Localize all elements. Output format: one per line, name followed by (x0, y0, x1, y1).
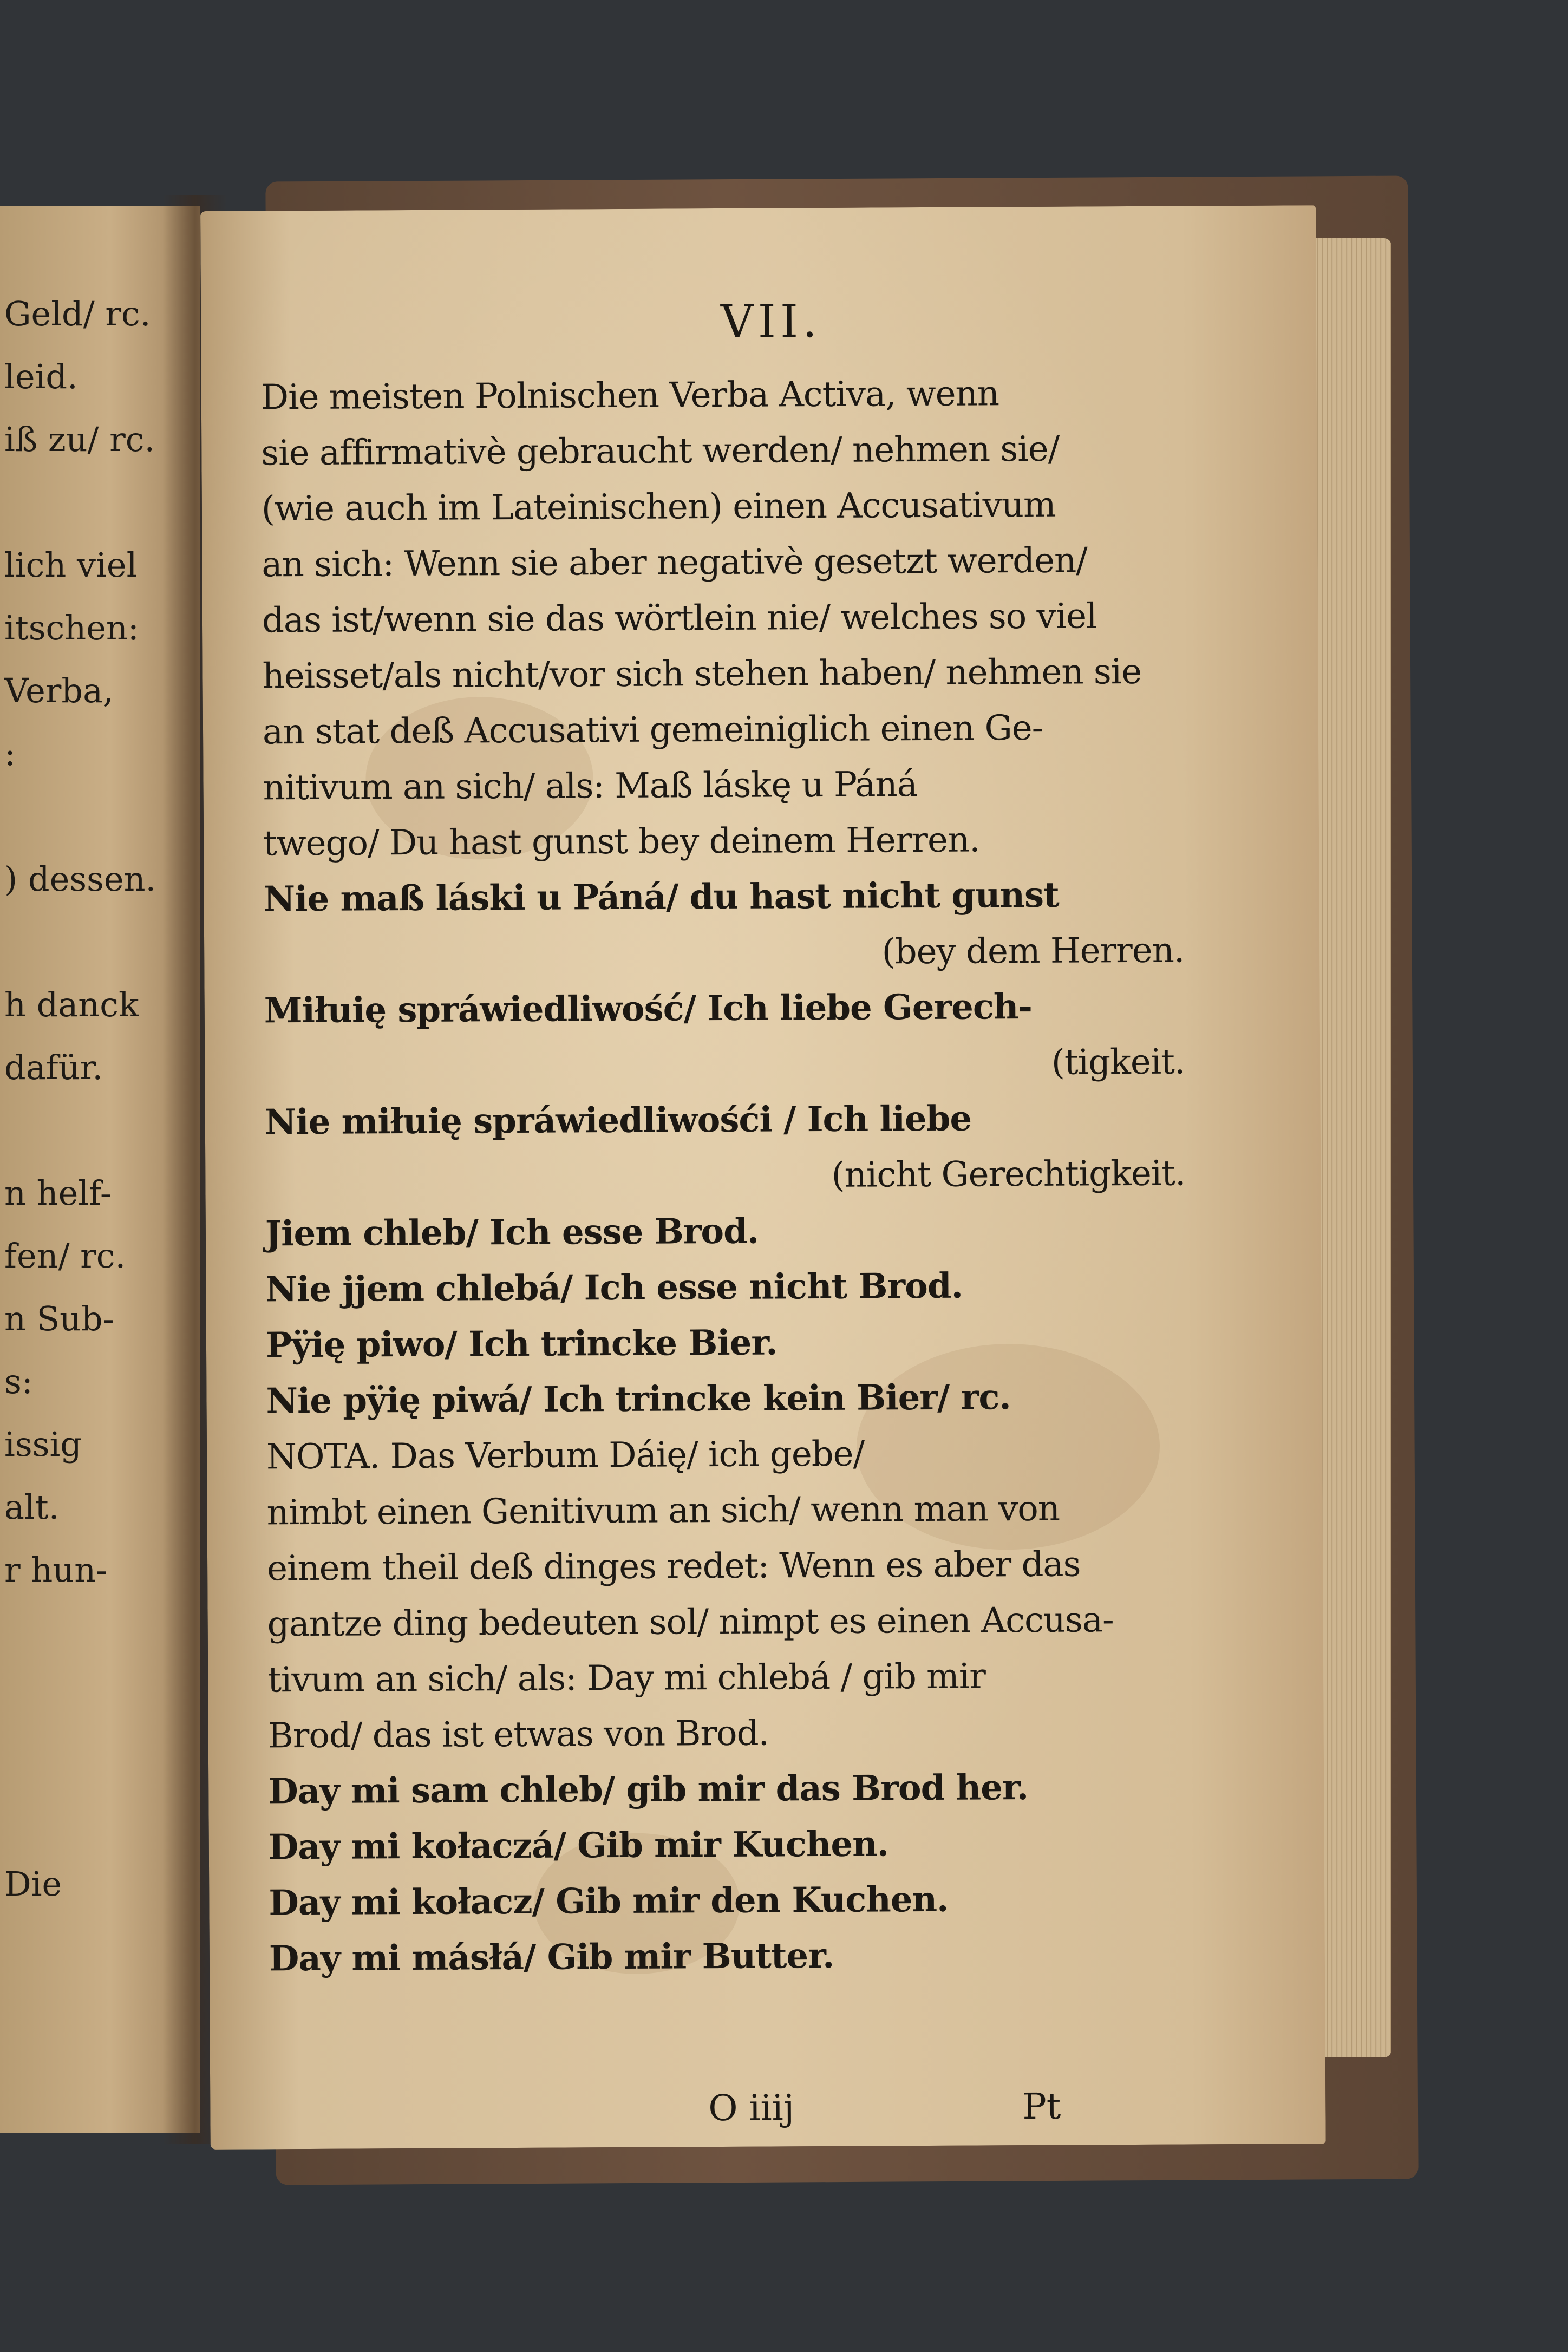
text-line: (tigkeit. (1051, 1042, 1185, 1083)
left-page-fragment: Verba, (4, 671, 114, 710)
text-line: (bey dem Herren. (881, 930, 1185, 972)
text-line: Day mi kołacz/ Gib mir den Kuchen. (269, 1879, 949, 1924)
text-line: sie affirmativè gebraucht werden/ nehmen sie/ (261, 429, 1060, 474)
left-page-fragment: s: (4, 1362, 33, 1401)
left-page-fragment: ) dessen. (4, 859, 156, 899)
catchword: Pt (1022, 2085, 1061, 2128)
left-page-fragment: lich viel (4, 545, 138, 585)
text-line: einem theil deß dinges redet: Wenn es aber das (266, 1544, 1081, 1589)
left-page-fragment: h danck (4, 985, 139, 1024)
page-header: VII. (720, 294, 822, 348)
text-line: (wie auch im Lateinischen) einen Accusativum (261, 485, 1056, 530)
text-line: Jiem chleb/ Ich esse Brod. (265, 1211, 759, 1255)
left-page-fragment: itschen: (4, 608, 139, 648)
text-line: nitivum an sich/ als: Maß láskę u Páná (263, 765, 917, 808)
left-page-fragment: fen/ rc. (4, 1236, 126, 1276)
text-line: Die meisten Polnischen Verba Activa, wenn (260, 374, 999, 418)
left-page-fragment: r hun- (4, 1550, 108, 1590)
left-page-fragment: alt. (4, 1487, 60, 1527)
left-page-fragment: n helf- (4, 1173, 112, 1213)
text-line: an stat deß Accusativi gemeiniglich einen Ge- (262, 708, 1043, 753)
text-line: nimbt einen Genitivum an sich/ wenn man von (266, 1488, 1060, 1533)
text-line: Pÿię piwo/ Ich trincke Bier. (265, 1322, 778, 1366)
left-page-fragment: issig (4, 1425, 82, 1464)
text-line: Day mi kołaczá/ Gib mir Kuchen. (268, 1824, 889, 1868)
text-line: Miłuię spráwiedliwość/ Ich liebe Gerech- (264, 986, 1033, 1031)
text-line: Nie pÿię piwá/ Ich trincke kein Bier/ rc. (266, 1377, 1011, 1422)
left-page-fragment: dafür. (4, 1048, 103, 1087)
left-page-fragment: Die (4, 1864, 62, 1904)
text-line: tivum an sich/ als: Day mi chlebá / gib mir (267, 1656, 986, 1701)
text-line: Nie maß láski u Páná/ du hast nicht gunst (263, 874, 1059, 920)
text-line: Day mi sam chleb/ gib mir das Brod her. (268, 1767, 1029, 1812)
text-line: (nicht Gerechtigkeit. (831, 1153, 1186, 1195)
right-page (200, 205, 1326, 2150)
text-line: Nie miłuię spráwiedliwośći / Ich liebe (264, 1098, 972, 1143)
text-line: an sich: Wenn sie aber negativè gesetzt werden/ (262, 540, 1088, 585)
left-page-fragment: n Sub- (4, 1299, 114, 1338)
left-page-fragment: iß zu/ rc. (4, 420, 155, 459)
text-line: Nie jjem chlebá/ Ich esse nicht Brod. (265, 1265, 963, 1310)
text-line: Day mi másłá/ Gib mir Butter. (269, 1935, 834, 1979)
text-line: NOTA. Das Verbum Dáię/ ich gebe/ (266, 1434, 865, 1478)
left-page-fragment: : (4, 734, 16, 773)
text-line: das ist/wenn sie das wörtlein nie/ welches so viel (262, 596, 1097, 641)
left-page-fragment: leid. (4, 357, 78, 396)
text-line: twego/ Du hast gunst bey deinem Herren. (263, 820, 980, 864)
signature-mark: O iiij (708, 2087, 795, 2129)
left-page-fragment: Geld/ rc. (4, 294, 151, 334)
text-line: heisset/als nicht/vor sich stehen haben/ nehmen sie (262, 651, 1142, 697)
text-line: gantze ding bedeuten sol/ nimpt es einen Accusa- (267, 1600, 1114, 1645)
text-line: Brod/ das ist etwas von Brod. (267, 1713, 769, 1756)
